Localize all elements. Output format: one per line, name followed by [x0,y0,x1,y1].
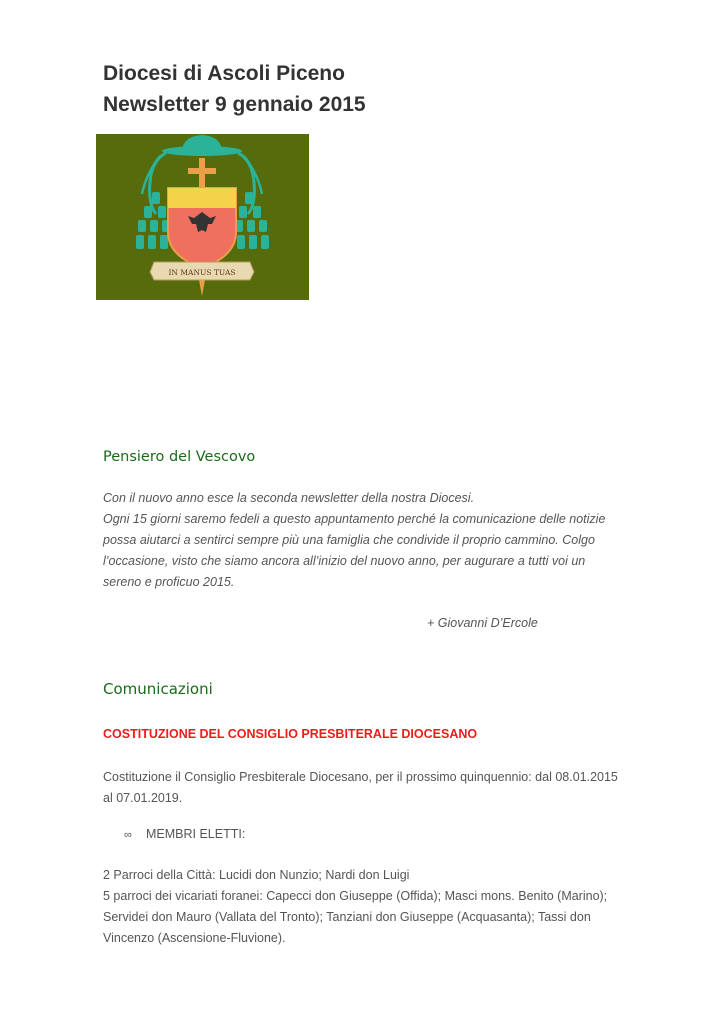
coat-of-arms-image [96,134,309,300]
signature: + Giovanni D’Ercole [427,616,538,630]
section-title: COSTITUZIONE DEL CONSIGLIO PRESBITERALE DIOCESANO [103,727,478,741]
bishop-letter [103,488,623,593]
comunicazioni-heading: Comunicazioni [103,680,213,698]
bullet-mark-icon: ∞ [124,829,132,841]
members-line-1: 2 Parroci della Città: Lucidi don Nunzio; Nardi don Luigi [103,868,410,882]
crest-motto: IN MANUS TUAS [168,268,236,277]
bullet-item-membri-eletti [124,827,245,841]
members-line-2: 5 parroci dei vicariati foranei: Capecci don Giuseppe (Offida); Masci mons. Benito (Marino); Servidei don Mauro (Vallata del Tronto); Tanziani don Giuseppe (Acquasanta); Tassi don Vincenzo (Ascensione-Fluvione). [103,889,608,945]
title-line-2: Newsletter 9 gennaio 2015 [103,93,366,116]
title-line-1: Diocesi di Ascoli Piceno [103,62,345,85]
page-title [103,58,366,120]
coat-of-arms-icon [96,134,309,300]
bullet-label: MEMBRI ELETTI: [146,827,246,841]
letter-line-1: Con il nuovo anno esce la seconda newsletter della nostra Diocesi. [103,491,475,505]
members-list [103,865,623,949]
letter-body: Ogni 15 giorni saremo fedeli a questo appuntamento perché la comunicazione delle notizie possa aiutarci a sentirci sempre più una famiglia che condivide il proprio cammino. Colgo l’occasione, visto che siamo ancora all’inizio del nuovo anno, per augurare a tutti voi un sereno e proficuo 2015. [103,512,606,589]
pensiero-heading: Pensiero del Vescovo [103,449,256,465]
consiglio-intro: Costituzione il Consiglio Presbiterale Diocesano, per il prossimo quinquennio: dal 08.01.2015 al 07.01.2019. [103,770,618,805]
